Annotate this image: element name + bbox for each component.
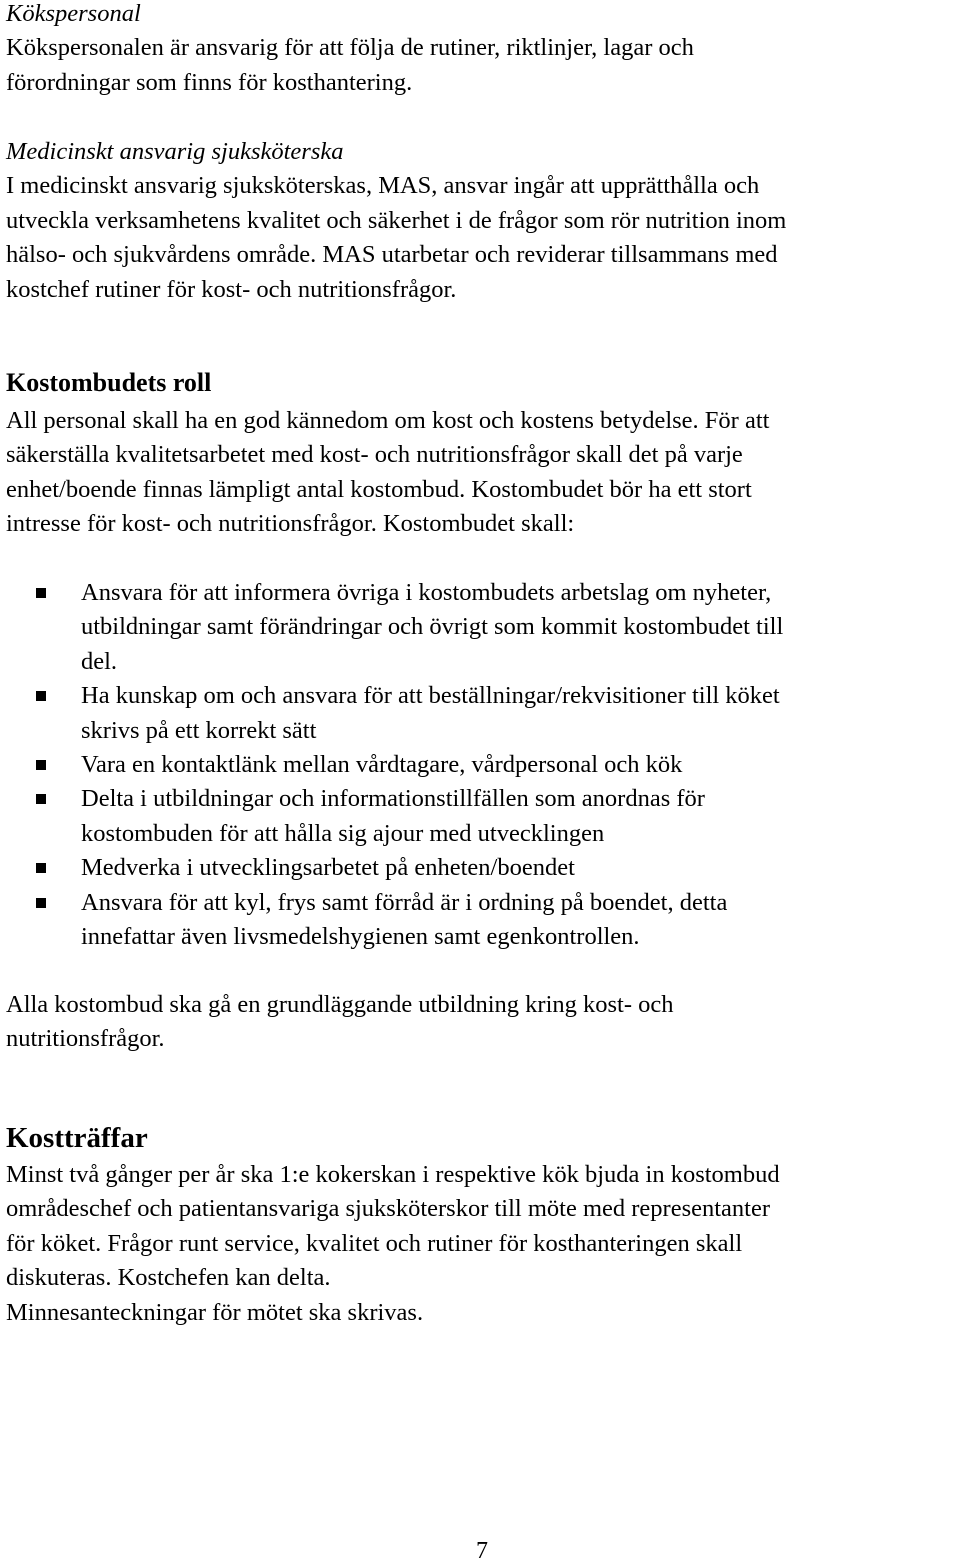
text-line: Medverka i utvecklingsarbetet på enheten/boendet — [81, 854, 575, 882]
text-line: skrivs på ett korrekt sätt — [81, 716, 317, 744]
list-item — [6, 748, 956, 782]
text-line: nutritionsfrågor. — [6, 1025, 165, 1053]
heading-kokspersonal: Kökspersonal — [6, 0, 141, 27]
square-bullet-icon — [36, 588, 46, 598]
text-line: kostchef rutiner för kost- och nutritionsfrågor. — [6, 275, 457, 303]
section-kokspersonal — [6, 0, 956, 100]
list-item — [6, 576, 956, 679]
text-line: kostombuden för att hålla sig ajour med utvecklingen — [81, 819, 605, 847]
text-line: Alla kostombud ska gå en grundläggande utbildning kring kost- och — [6, 991, 674, 1018]
square-bullet-icon — [36, 794, 46, 804]
section-kostombud-intro — [6, 404, 956, 542]
heading-kostombudets-roll: Kostombudets roll — [6, 368, 212, 397]
text-line: Ansvara för att kyl, frys samt förråd är i ordning på boendet, detta — [81, 888, 728, 916]
list-item — [6, 782, 956, 851]
text-line: Minst två gånger per år ska 1:e kokerskan i respektive kök bjuda in kostombud — [6, 1161, 780, 1188]
text-line: innefattar även livsmedelshygienen samt egenkontrollen. — [81, 923, 640, 951]
text-line: diskuteras. Kostchefen kan delta. — [6, 1264, 331, 1292]
heading-mas: Medicinskt ansvarig sjuksköterska — [6, 138, 344, 165]
section-kostombud-closing — [6, 988, 956, 1057]
text-line: Kökspersonalen är ansvarig för att följa de rutiner, riktlinjer, lagar och — [6, 34, 694, 62]
text-line: för köket. Frågor runt service, kvalitet och rutiner för kosthanteringen skall — [6, 1229, 743, 1257]
text-line: hälso- och sjukvårdens område. MAS utarbetar och reviderar tillsammans med — [6, 241, 778, 269]
text-line: del. — [81, 647, 118, 675]
text-line: Vara en kontaktlänk mellan vårdtagare, vårdpersonal och kök — [81, 751, 683, 779]
text-line: Minnesanteckningar för mötet ska skrivas. — [6, 1298, 424, 1326]
list-item — [6, 886, 956, 955]
text-line: utveckla verksamhetens kvalitet och säkerhet i de frågor som rör nutrition inom — [6, 206, 787, 234]
square-bullet-icon — [36, 760, 46, 770]
text-line: All personal skall ha en god kännedom om kost och kostens betydelse. För att — [6, 407, 770, 434]
page-number: 7 — [476, 1538, 488, 1564]
list-item — [6, 851, 956, 885]
text-line: enhet/boende finnas lämpligt antal kostombud. Kostombudet bör ha ett stort — [6, 475, 752, 503]
text-line: intresse för kost- och nutritionsfrågor. Kostombudet skall: — [6, 510, 575, 538]
heading-kosttraffar: Kostträffar — [6, 1122, 148, 1154]
square-bullet-icon — [36, 898, 46, 908]
text-line: områdeschef och patientansvariga sjuksköterskor till möte med representanter — [6, 1195, 770, 1223]
square-bullet-icon — [36, 691, 46, 701]
section-mas — [6, 135, 956, 307]
text-line: Ansvara för att informera övriga i kostombudets arbetslag om nyheter, — [81, 579, 772, 606]
text-line: säkerställa kvalitetsarbetet med kost- och nutritionsfrågor skall det på varje — [6, 441, 743, 469]
text-line: Ha kunskap om och ansvara för att beställningar/rekvisitioner till köket — [81, 682, 780, 710]
text-line: Delta i utbildningar och informationstillfällen som anordnas för — [81, 785, 705, 813]
list-item — [6, 679, 956, 748]
text-line: I medicinskt ansvarig sjuksköterskas, MAS, ansvar ingår att upprätthålla och — [6, 172, 760, 200]
kostombud-duties-list — [6, 576, 956, 954]
text-line: förordningar som finns för kosthantering. — [6, 68, 413, 96]
text-line: utbildningar samt förändringar och övrigt som kommit kostombudet till — [81, 613, 784, 641]
square-bullet-icon — [36, 863, 46, 873]
section-kosttraffar — [6, 1158, 956, 1330]
